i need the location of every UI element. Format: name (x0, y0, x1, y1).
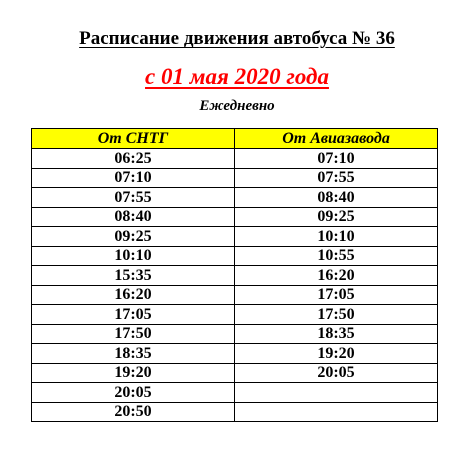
table-row (32, 305, 438, 325)
departure-time-from-sntg: 20:50 (32, 402, 235, 422)
departure-time-from-aviazavod: 18:35 (235, 324, 438, 344)
departure-time-from-sntg: 06:25 (32, 149, 235, 169)
departure-time-from-aviazavod: 07:10 (235, 149, 438, 169)
departure-time-from-sntg: 15:35 (32, 266, 235, 286)
departure-time-from-sntg: 08:40 (32, 207, 235, 227)
page-title: Расписание движения автобуса № 36 (79, 28, 395, 49)
departure-time-from-aviazavod (235, 402, 438, 422)
departure-time-from-sntg: 10:10 (32, 246, 235, 266)
departure-time-from-aviazavod: 09:25 (235, 207, 438, 227)
column-header-from-sntg: От СНТГ (32, 129, 235, 149)
table-row (32, 266, 438, 286)
table-row (32, 363, 438, 383)
departure-time-from-sntg: 07:55 (32, 188, 235, 208)
departure-time-from-sntg: 17:05 (32, 305, 235, 325)
departure-time-from-sntg: 20:05 (32, 383, 235, 403)
departure-time-from-aviazavod: 17:50 (235, 305, 438, 325)
departure-time-from-sntg: 16:20 (32, 285, 235, 305)
table-row (32, 246, 438, 266)
table-row (32, 344, 438, 364)
departure-time-from-aviazavod: 17:05 (235, 285, 438, 305)
table-row (32, 188, 438, 208)
departure-time-from-aviazavod: 16:20 (235, 266, 438, 286)
column-header-from-aviazavod: От Авиазавода (235, 129, 438, 149)
departure-time-from-aviazavod: 10:55 (235, 246, 438, 266)
table-row (32, 285, 438, 305)
departure-time-from-sntg: 07:10 (32, 168, 235, 188)
table-row (32, 227, 438, 247)
departure-time-from-aviazavod (235, 383, 438, 403)
table-row (32, 324, 438, 344)
departure-time-from-sntg: 17:50 (32, 324, 235, 344)
departure-time-from-sntg: 19:20 (32, 363, 235, 383)
departure-time-from-sntg: 09:25 (32, 227, 235, 247)
table-row (32, 168, 438, 188)
effective-date: с 01 мая 2020 года (145, 64, 329, 89)
departure-time-from-aviazavod: 07:55 (235, 168, 438, 188)
departure-time-from-aviazavod: 20:05 (235, 363, 438, 383)
schedule-body (32, 149, 438, 422)
table-row (32, 149, 438, 169)
departure-time-from-aviazavod: 08:40 (235, 188, 438, 208)
frequency-label: Ежедневно (199, 98, 275, 114)
table-row (32, 383, 438, 403)
schedule-table (31, 128, 438, 422)
departure-time-from-aviazavod: 10:10 (235, 227, 438, 247)
table-row (32, 207, 438, 227)
departure-time-from-sntg: 18:35 (32, 344, 235, 364)
departure-time-from-aviazavod: 19:20 (235, 344, 438, 364)
table-header-row (32, 129, 438, 149)
table-row (32, 402, 438, 422)
